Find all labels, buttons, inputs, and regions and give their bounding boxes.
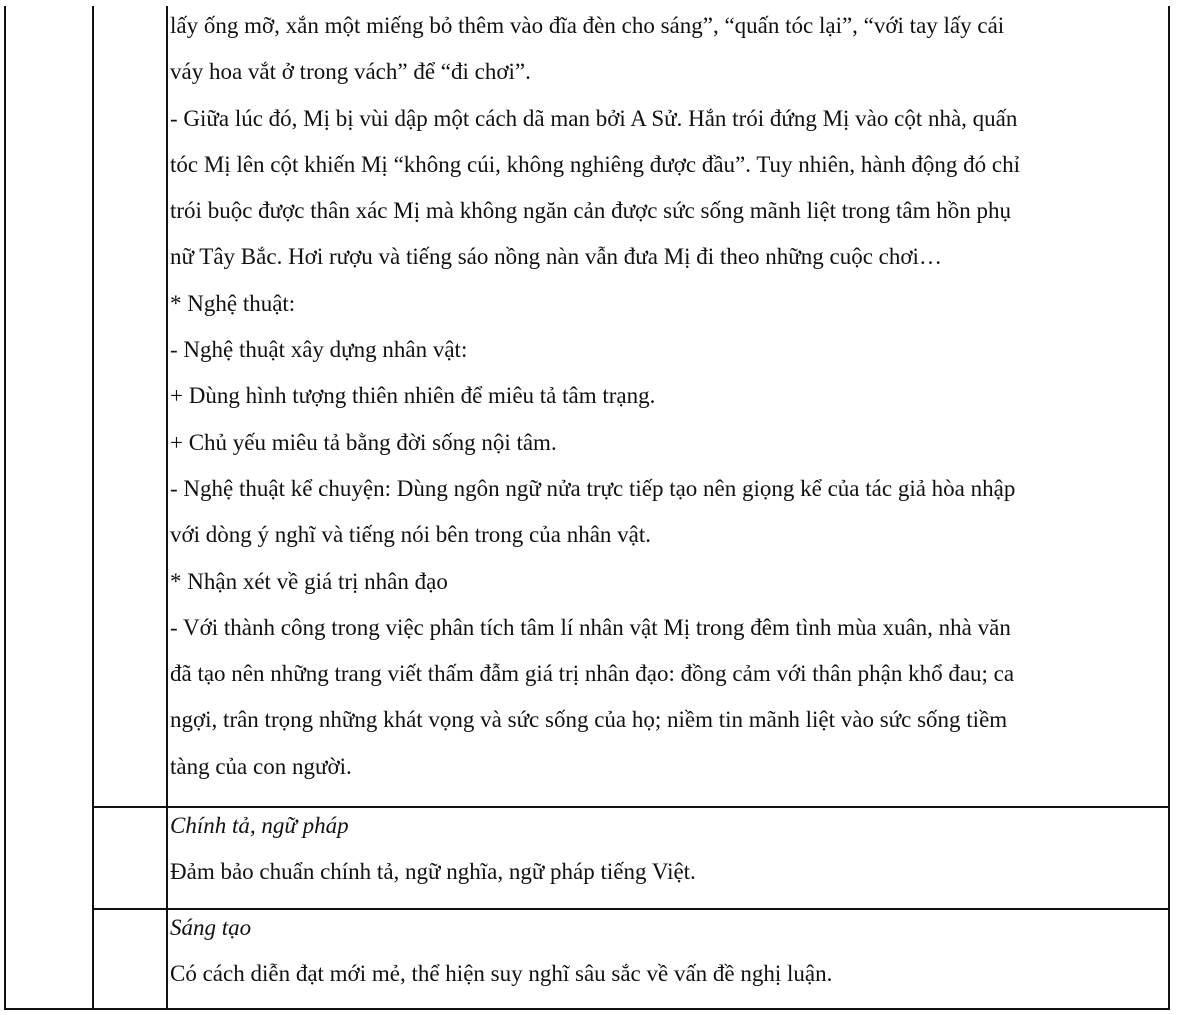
content-line: trói buộc được thân xác Mị mà không ngăn cản được sức sống mãnh liệt trong tâm hồn phụ — [170, 198, 1011, 224]
spelling-cell — [170, 803, 1164, 896]
content-line: lấy ống mỡ, xắn một miếng bỏ thêm vào đĩa đèn cho sáng”, “quấn tóc lại”, “với tay lấy cái — [170, 13, 1005, 38]
spelling-text: Đảm bảo chuẩn chính tả, ngữ nghĩa, ngữ pháp tiếng Việt. — [170, 859, 696, 885]
content-line: + Dùng hình tượng thiên nhiên để miêu tả tâm trạng. — [170, 383, 656, 409]
content-line: tóc Mị lên cột khiến Mị “không cúi, không nghiêng được đầu”. Tuy nhiên, hành động đó chỉ — [170, 151, 1020, 177]
content-line: đã tạo nên những trang viết thấm đẫm giá trị nhân đạo: đồng cảm với thân phận khổ đau; ca — [170, 661, 1015, 687]
content-line: nữ Tây Bắc. Hơi rượu và tiếng sáo nồng nàn vẫn đưa Mị đi theo những cuộc chơi… — [170, 244, 942, 270]
spelling-title: Chính tả, ngữ pháp — [170, 813, 349, 838]
content-line: - Nghệ thuật kể chuyện: Dùng ngôn ngữ nửa trực tiếp tạo nên giọng kể của tác giả hòa nhập — [170, 475, 1016, 501]
content-line: - Giữa lúc đó, Mị bị vùi dập một cách dã man bởi A Sử. Hắn trói đứng Mị vào cột nhà, quấn — [170, 105, 1018, 131]
content-line: + Chủ yếu miêu tả bằng đời sống nội tâm. — [170, 429, 557, 455]
content-line: * Nghệ thuật: — [170, 290, 296, 316]
creativity-text: Có cách diễn đạt mới mẻ, thể hiện suy nghĩ sâu sắc về vấn đề nghị luận. — [170, 961, 833, 987]
content-cell — [170, 3, 1164, 790]
column-divider-1 — [92, 6, 94, 1008]
column-divider-2 — [166, 6, 168, 1008]
content-line: * Nhận xét về giá trị nhân đạo — [170, 568, 448, 594]
grading-table — [4, 6, 1170, 1010]
content-line: - Với thành công trong việc phân tích tâm lí nhân vật Mị trong đêm tình mùa xuân, nhà văn — [170, 614, 1011, 640]
content-line: tàng của con người. — [170, 753, 352, 779]
content-line: ngợi, trân trọng những khát vọng và sức sống của họ; niềm tin mãnh liệt vào sức sống tiềm — [170, 707, 1008, 733]
content-line: - Nghệ thuật xây dựng nhân vật: — [170, 337, 468, 363]
content-line: với dòng ý nghĩ và tiếng nói bên trong của nhân vật. — [170, 522, 652, 548]
creativity-title: Sáng tạo — [170, 915, 252, 940]
content-line: váy hoa vắt ở trong vách” để “đi chơi”. — [170, 59, 531, 85]
creativity-cell — [170, 905, 1164, 998]
